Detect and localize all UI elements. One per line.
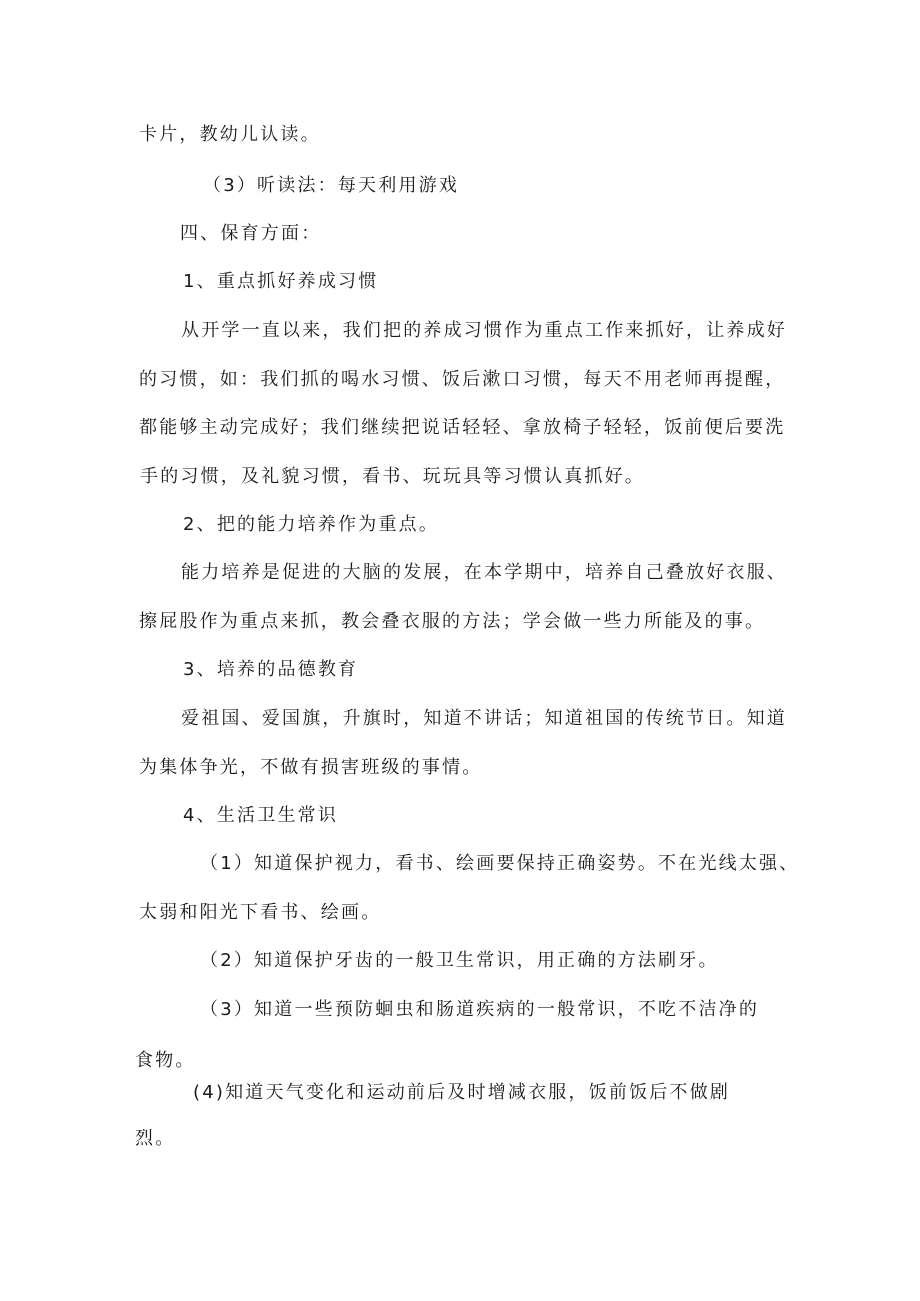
subheading-morality: 3、培养的品德教育 xyxy=(183,659,359,680)
hygiene-item-2: （2）知道保护牙齿的一般卫生常识，用正确的方法刷牙。 xyxy=(200,950,719,971)
paragraph-habits-line-1: 从开学一直以来，我们把的养成习惯作为重点工作来抓好，让养成好 xyxy=(181,320,787,341)
subheading-hygiene: 4、生活卫生常识 xyxy=(183,805,339,826)
paragraph-ability-line-1: 能力培养是促进的大脑的发展，在本学期中，培养自己叠放好衣服、 xyxy=(181,562,787,583)
section-heading-care: 四、保育方面： xyxy=(180,223,322,244)
text-line-listen-read-method: （3）听读法：每天利用游戏 xyxy=(203,175,460,196)
hygiene-item-1-line-2: 太弱和阳光下看书、绘画。 xyxy=(139,902,382,923)
hygiene-item-4-line-1: (4)知道天气变化和运动前后及时增减衣服，饭前饭后不做剧 xyxy=(193,1082,731,1103)
paragraph-habits-line-2: 的习惯，如：我们抓的喝水习惯、饭后漱口习惯，每天不用老师再提醒， xyxy=(139,369,786,390)
text-line-card-reading: 卡片，教幼儿认读。 xyxy=(139,124,321,145)
hygiene-item-4-line-2: 烈。 xyxy=(135,1128,176,1149)
subheading-ability: 2、把的能力培养作为重点。 xyxy=(183,514,440,535)
hygiene-item-3-line-2: 食物。 xyxy=(135,1050,196,1071)
paragraph-morality-line-2: 为集体争光，不做有损害班级的事情。 xyxy=(139,757,483,778)
paragraph-habits-line-3: 都能够主动完成好；我们继续把说话轻轻、拿放椅子轻轻，饭前便后要洗 xyxy=(139,417,786,438)
hygiene-item-3-line-1: （3）知道一些预防蛔虫和肠道疾病的一般常识，不吃不洁净的 xyxy=(200,999,760,1020)
paragraph-ability-line-2: 擦屁股作为重点来抓，教会叠衣服的方法；学会做一些力所能及的事。 xyxy=(139,611,766,632)
paragraph-habits-line-4: 手的习惯，及礼貌习惯，看书、玩玩具等习惯认真抓好。 xyxy=(140,466,645,487)
paragraph-morality-line-1: 爱祖国、爱国旗，升旗时，知道不讲话；知道祖国的传统节日。知道 xyxy=(181,708,787,729)
hygiene-item-1-line-1: （1）知道保护视力，看书、绘画要保持正确姿势。不在光线太强、 xyxy=(200,853,800,874)
subheading-habits: 1、重点抓好养成习惯 xyxy=(183,271,379,292)
